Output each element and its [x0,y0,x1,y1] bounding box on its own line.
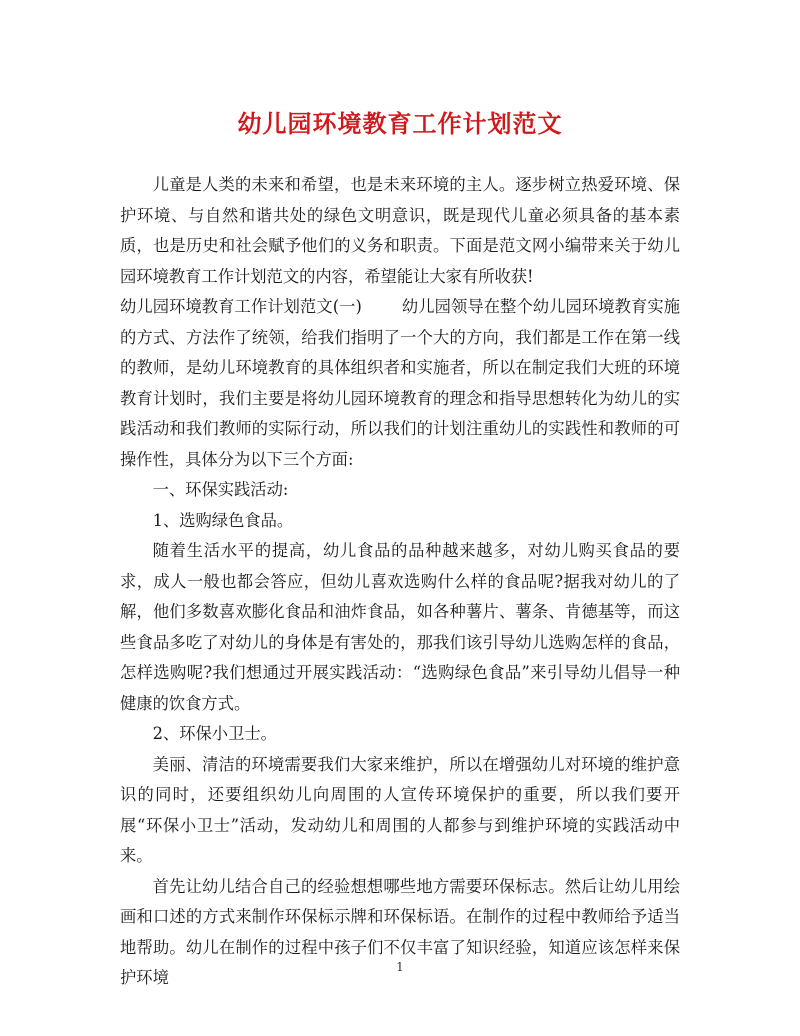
intro-paragraph: 儿童是人类的未来和希望，也是未来环境的主人。逐步树立热爱环境、保护环境、与自然和谐共处的绿色文明意识，既是现代儿童必须具备的基本素质，也是历史和社会赋予他们的义务和职责。下面是范文网小编带来关于幼儿园环境教育工作计划范文的内容，希望能让大家有所收获! [120,175,680,286]
item-2-body: 美丽、清洁的环境需要我们大家来维护，所以在增强幼儿对环境的维护意识的同时，还要组织幼儿向周围的人宣传环境保护的重要，所以我们要开展“环保小卫士”活动，发动幼儿和周围的人都参与到维护环境的实践活动中来。 [120,754,680,865]
section-heading: 幼儿园环境教育工作计划范文(一) [120,297,362,316]
item-2-title: 2、环保小卫士。 [152,724,277,743]
document-title: 幼儿园环境教育工作计划范文 [237,109,563,138]
item-1-title: 1、选购绿色食品。 [152,510,294,530]
item-2-body-continued: 首先让幼儿结合自己的经验想想哪些地方需要环保标志。然后让幼儿用绘画和口述的方式来制作环保标示牌和环保标语。在制作的过程中教师给予适当地帮助。幼儿在制作的过程中孩子们不仅丰富了知识经验，知道应该怎样来保护环境 [120,876,680,987]
section-paragraph [120,292,680,475]
page-number: 1 [396,960,404,974]
section-body: 幼儿园领导在整个幼儿园环境教育实施的方式、方法作了统领，给我们指明了一个大的方向，我们都是工作在第一线的教师，是幼儿环境教育的具体组织者和实施者，所以在制定我们大班的环境教育计划时，我们主要是将幼儿园环境教育的理念和指导思想转化为幼儿的实践活动和我们教师的实际行动，所以我们的计划注重幼儿的实践性和教师的可操作性，具体分为以下三个方面: [120,297,680,469]
document-body [120,170,680,994]
heading-environmental-practice: 一、环保实践活动: [152,480,289,499]
item-1-body: 随着生活水平的提高，幼儿食品的品种越来越多，对幼儿购买食品的要求，成人一般也都会答应，但幼儿喜欢选购什么样的食品呢?据我对幼儿的了解，他们多数喜欢膨化食品和油炸食品，如各种薯片、薯条、肯德基等，而这些食品多吃了对幼儿的身体是有害处的，那我们该引导幼儿选购怎样的食品，怎样选购呢?我们想通过开展实践活动：“选购绿色食品”来引导幼儿倡导一种健康的饮食方式。 [120,541,680,713]
